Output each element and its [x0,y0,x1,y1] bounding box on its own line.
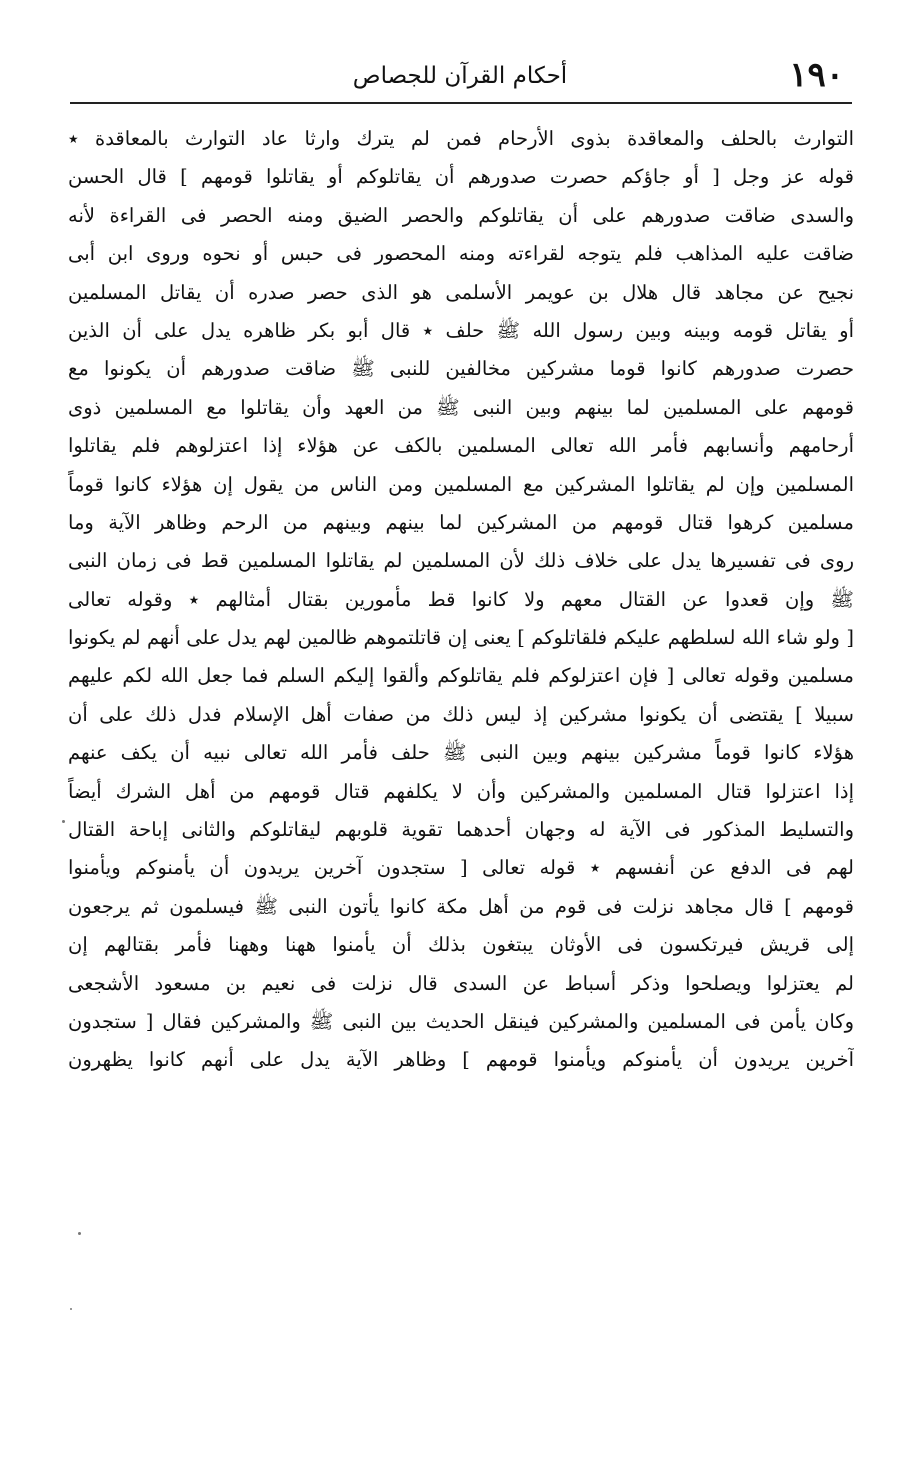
body-text [68,120,854,1080]
text-line: وكان يأمن فى المسلمين والمشركين فينقل الحديث بين النبى ﷺ والمشركين فقال [ ستجدون [68,1009,854,1033]
text-line: إذا اعتزلوا قتال المسلمين والمشركين وأن لا يكلفهم قتال قومهم من أهل الشرك أيضاً [68,779,854,803]
text-line: قومهم ] قال مجاهد نزلت فى قوم من أهل مكة كانوا يأتون النبى ﷺ فيسلمون ثم يرجعون [68,894,854,918]
text-line: مسلمين وقوله تعالى [ فإن اعتزلوكم فلم يقاتلوكم وألقوا إليكم السلم فما جعل الله لكم عليهم [68,664,854,688]
text-line: والتسليط المذكور فى الآية له وجهان أحدهما تقوية قلوبهم ليقاتلوكم والثانى إباحة القتال [68,818,854,842]
scan-speck [62,820,65,823]
text-line: قوله عز وجل [ أو جاؤكم حصرت صدورهم أن يقاتلوكم أو يقاتلوا قومهم ] قال الحسن [68,165,854,189]
running-title: أحكام القرآن للجصاص [352,63,568,89]
text-line: سبيلا ] يقتضى أن يكونوا مشركين إذ ليس ذلك من صفات أهل الإسلام فدل ذلك على أن [68,702,854,726]
scan-speck [78,1232,81,1235]
text-line: إلى قريش فيرتكسون فى الأوثان يبتغون بذلك أن يأمنوا ههنا وههنا فأمر بقتالهم إن [68,933,854,957]
text-line: التوارث بالحلف والمعاقدة بذوى الأرحام فمن لم يترك وارثا عاد التوارث بالمعاقدة ٭ [68,127,854,150]
text-line: ضاقت عليه المذاهب فلم يتوجه لقراءته ومنه المحصور فى حبس أو نحوه وروى ابن أبى [68,242,854,266]
text-line: آخرين يريدون أن يأمنوكم ويأمنوا قومهم ] وظاهر الآية يدل على أنهم كانوا يظهرون [68,1048,854,1072]
text-line: هؤلاء كانوا قوماً مشركين بينهم وبين النبى ﷺ حلف فأمر الله تعالى نبيه أن يكف عنهم [68,741,854,765]
text-line: مسلمين كرهوا قتال قومهم من المشركين لما بينهم وبينهم من الرحم وظاهر الآية وما [68,510,854,534]
page-header [70,56,850,98]
text-line: المسلمين وإن لم يقاتلوا المشركين مع المسلمين ومن الناس من يقول إن هؤلاء كانوا قوماً [68,472,854,496]
text-line: لهم فى الدفع عن أنفسهم ٭ قوله تعالى [ ستجدون آخرين يريدون أن يأمنوكم ويأمنوا [68,856,854,880]
scan-speck [70,1308,72,1310]
header-rule [70,102,852,104]
text-line: لم يعتزلوا ويصلحوا وذكر أسباط عن السدى قال نزلت فى نعيم بن مسعود الأشجعى [68,971,854,995]
page-number: ١٩٠ [789,55,844,95]
text-line: قومهم على المسلمين لما بينهم وبين النبى ﷺ من العهد وأن يقاتلوا مع المسلمين ذوى [68,395,854,419]
text-line: أو يقاتل قومه وبينه وبين رسول الله ﷺ حلف ٭ قال أبو بكر ظاهره يدل على أن الذين [68,318,854,342]
text-line: ﷺ وإن قعدوا عن القتال معهم ولا كانوا قط مأمورين بقتال أمثالهم ٭ وقوله تعالى [68,587,854,611]
text-line: روى فى تفسيرها يدل على خلاف ذلك لأن المسلمين لم يقاتلوا المسلمين قط فى زمان النبى [68,549,854,573]
text-line: [ ولو شاء الله لسلطهم عليكم فلقاتلوكم ] يعنى إن قاتلتموهم ظالمين لهم يدل على أنهم لم يكونوا [68,626,854,650]
text-line: أرحامهم وأنسابهم فأمر الله تعالى المسلمين بالكف عن هؤلاء إذا اعتزلوهم فلم يقاتلوا [68,434,854,458]
text-line: والسدى ضاقت صدورهم على أن يقاتلوكم والحصر الضيق ومنه الحصر فى القراءة لأنه [68,203,854,227]
text-line: حصرت صدورهم كانوا قوما مشركين مخالفين للنبى ﷺ ضاقت صدورهم أن يكونوا مع [68,357,854,381]
text-line: نجيح عن مجاهد قال هلال بن عويمر الأسلمى هو الذى حصر صدره أن يقاتل المسلمين [68,280,854,304]
